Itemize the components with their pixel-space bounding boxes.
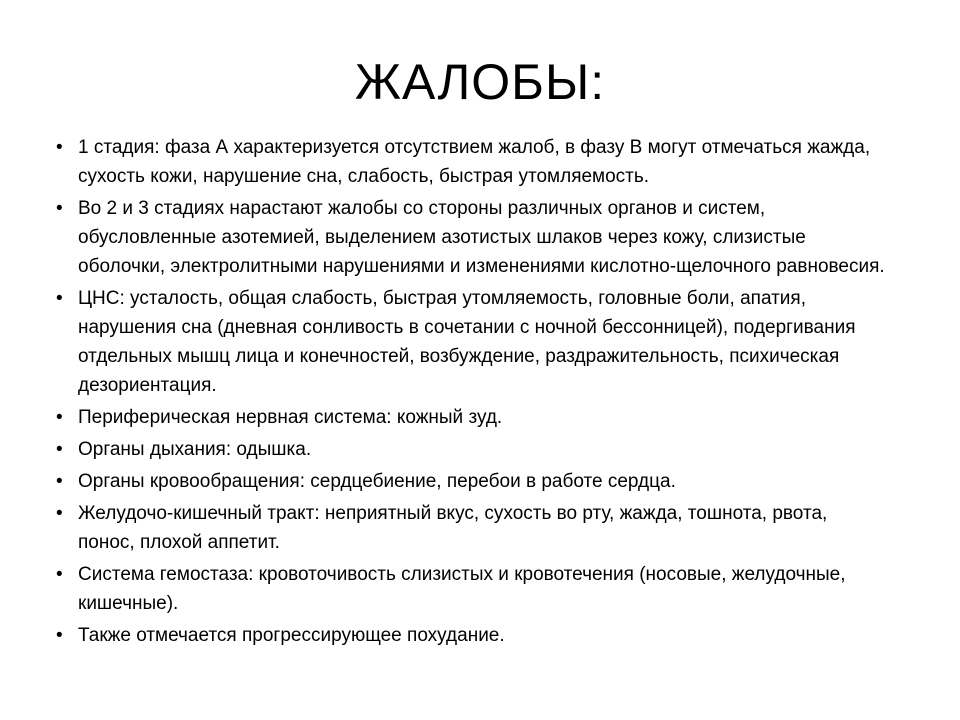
bullet-text: Во 2 и 3 стадиях нарастают жалобы со стороны различных органов и систем, обусловленные азотемией, выделением азотистых шлаков через кожу, слизистые оболочки, электролитными нарушениями и изменениями кислотно-щелочного равновесия. — [78, 198, 885, 277]
bullet-list — [56, 133, 886, 653]
bullet-dot-icon: • — [56, 137, 63, 158]
bullet-text: 1 стадия: фаза А характеризуется отсутствием жалоб, в фазу В могут отмечаться жажда, сухость кожи, нарушение сна, слабость, быстрая утомляемость. — [78, 137, 871, 187]
bullet-item — [56, 621, 886, 650]
bullet-dot-icon: • — [56, 625, 63, 646]
bullet-item — [56, 194, 886, 281]
bullet-dot-icon: • — [56, 439, 63, 460]
bullet-dot-icon: • — [56, 503, 63, 524]
bullet-item — [56, 499, 886, 557]
bullet-item — [56, 284, 886, 400]
bullet-dot-icon: • — [56, 288, 63, 309]
bullet-text: Органы дыхания: одышка. — [78, 439, 312, 460]
bullet-item — [56, 467, 886, 496]
bullet-dot-icon: • — [56, 407, 63, 428]
slide-title: ЖАЛОБЫ: — [354, 54, 606, 110]
bullet-dot-icon: • — [56, 471, 63, 492]
bullet-item — [56, 435, 886, 464]
bullet-item — [56, 560, 886, 618]
bullet-item — [56, 133, 886, 191]
bullet-text: Органы кровообращения: сердцебиение, перебои в работе сердца. — [78, 471, 676, 492]
bullet-text: Периферическая нервная система: кожный зуд. — [78, 407, 503, 428]
bullet-dot-icon: • — [56, 564, 63, 585]
bullet-dot-icon: • — [56, 198, 63, 219]
bullet-text: Система гемостаза: кровоточивость слизистых и кровотечения (носовые, желудочные, кишечные). — [78, 564, 846, 614]
bullet-item — [56, 403, 886, 432]
bullet-text: ЦНС: усталость, общая слабость, быстрая утомляемость, головные боли, апатия, нарушения сна (дневная сонливость в сочетании с ночной бессонницей), подергивания отдельных мышц лица и конечностей, возбуждение, раздражительность, психическая дезориентация. — [78, 288, 856, 396]
bullet-text: Желудочо-кишечный тракт: неприятный вкус, сухость во рту, жажда, тошнота, рвота, понос, плохой аппетит. — [78, 503, 828, 553]
bullet-text: Также отмечается прогрессирующее похудание. — [78, 625, 505, 646]
